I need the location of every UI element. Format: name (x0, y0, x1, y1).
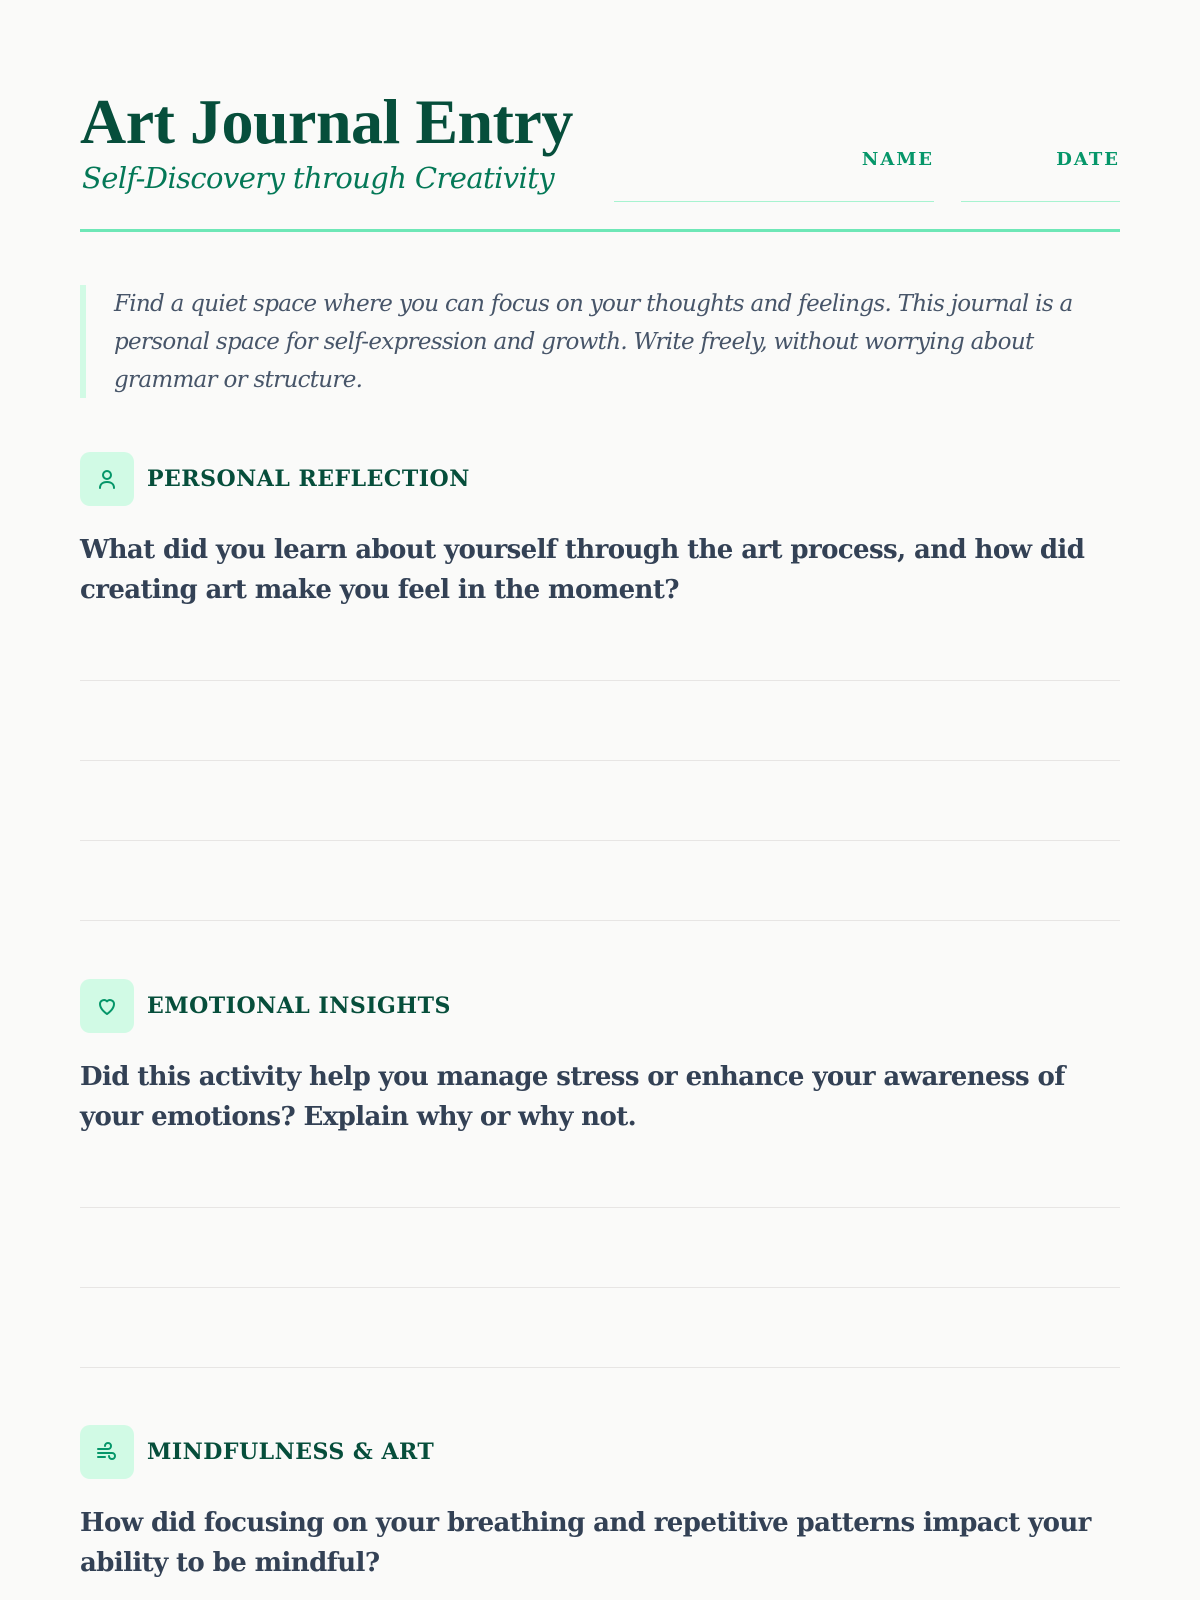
section-header (80, 1425, 1120, 1479)
writing-line (80, 760, 1120, 761)
section-title: EMOTIONAL INSIGHTS (147, 993, 451, 1019)
page-subtitle: Self-Discovery through Creativity (82, 161, 555, 195)
section-header (80, 452, 1120, 506)
writing-line (80, 1207, 1120, 1208)
section-title: PERSONAL REFLECTION (147, 466, 470, 492)
section-question: What did you learn about yourself through the art process, and how did creating art make you feel in the moment? (80, 535, 1085, 605)
writing-line (80, 840, 1120, 841)
section-personal-reflection (80, 452, 1120, 610)
section-question: How did focusing on your breathing and repetitive patterns impact your ability to be mindful? (80, 1508, 1091, 1578)
journal-page (80, 0, 1120, 1578)
section-mindfulness-art (80, 1425, 1120, 1583)
section-question: Did this activity help you manage stress or enhance your awareness of your emotions? Explain why or why not. (80, 1062, 1065, 1132)
wind-icon (80, 1425, 134, 1479)
section-emotional-insights (80, 979, 1120, 1137)
page-title: Art Journal Entry (80, 86, 573, 157)
person-icon (80, 452, 134, 506)
section-title: MINDFULNESS & ART (147, 1439, 435, 1465)
writing-line (80, 680, 1120, 681)
intro-text: Find a quiet space where you can focus on your thoughts and feelings. This journal is a personal space for self-expression and growth. Write freely, without worrying about grammar or structure. (114, 291, 1073, 393)
writing-line (80, 1367, 1120, 1368)
heart-icon (80, 979, 134, 1033)
writing-line (80, 920, 1120, 921)
page-header (80, 0, 1120, 232)
name-field[interactable] (614, 145, 934, 202)
section-header (80, 979, 1120, 1033)
writing-line (80, 1287, 1120, 1288)
intro-quote (80, 285, 1120, 398)
name-label: NAME (861, 149, 934, 170)
date-label: DATE (1056, 149, 1120, 170)
date-field[interactable] (961, 145, 1120, 202)
